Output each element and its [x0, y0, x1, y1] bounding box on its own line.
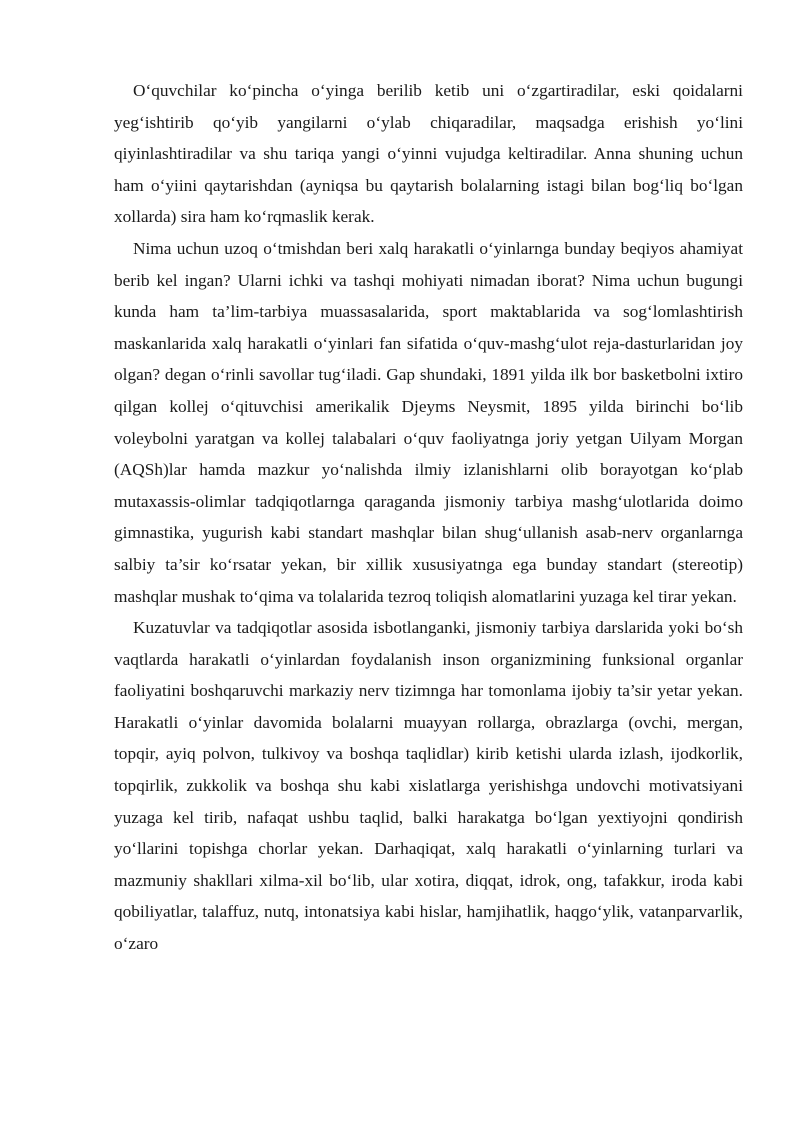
paragraph-3: Kuzatuvlar va tadqiqotlar asosida isbotlanganki, jismoniy tarbiya darslarida yoki bo‘sh vaqtlarda harakatli o‘yinlardan foydalanish inson organizmining funksional organlar faoliyatini boshqaruvchi markaziy nerv tizimnga har tomonlama ijobiy ta’sir yetar yekan. Harakatli o‘yinlar davomida bolalarni muayyan rollarga, obrazlarga (ovchi, mergan, topqir, ayiq polvon, tulkivoy va boshqa taqlidlar) kirib ketishi ularda izlash, ijodkorlik, topqirlik, zukkolik va boshqa shu kabi xislatlarga yerishishga undovchi motivatsiyani yuzaga kel tirib, nafaqat ushbu taqlid, balki harakatga bo‘lgan yextiyojni qondirish yo‘llarini topishga chorlar yekan. Darhaqiqat, xalq harakatli o‘yinlarning turlari va mazmuniy shakllari xilma-xil bo‘lib, ular xotira, diqqat, idrok, ong, tafakkur, iroda kabi qobiliyatlar, talaffuz, nutq, intonatsiya kabi hislar, hamjihatlik, haqgo‘ylik, vatanparvarlik, o‘zaro — [114, 618, 743, 954]
paragraph-2: Nima uchun uzoq o‘tmishdan beri xalq harakatli o‘yinlarnga bunday beqiyos ahamiyat berib kel ingan? Ularni ichki va tashqi mohiyati nimadan iborat? Nima uchun bugungi kunda ham ta’lim-tarbiya muassasalarida, sport maktablarida va sog‘lomlashtirish maskanlarida xalq harakatli o‘yinlari fan sifatida o‘quv-mashg‘ulot reja-dasturlaridan joy olgan? degan o‘rinli savollar tug‘iladi. Gap shundaki, 1891 yilda ilk bor basketbolni ixtiro qilgan kollej o‘qituvchisi amerikalik Djeyms Neysmit, 1895 yilda birinchi bo‘lib voleybolni yaratgan va kollej talabalari o‘quv faoliyatnga joriy yetgan Uilyam Morgan (AQSh)lar hamda mazkur yo‘nalishda ilmiy izlanishlarni olib borayotgan ko‘plab mutaxassis-olimlar tadqiqotlarnga qaraganda jismoniy tarbiya mashg‘ulotlarida doimo gimnastika, yugurish kabi standart mashqlar bilan shug‘ullanish asab-nerv organlarnga salbiy ta’sir ko‘rsatar yekan, bir xillik xususiyatnga ega bunday standart (stereotip) mashqlar mushak to‘qima va tolalarida tezroq toliqish alomatlarini yuzaga kel tirar yekan. — [114, 238, 743, 606]
document-page — [114, 75, 743, 960]
paragraph-1: O‘quvchilar ko‘pincha o‘yinga berilib ketib uni o‘zgartiradilar, eski qoidalarni yeg‘ishtirib qo‘yib yangilarni o‘ylab chiqaradilar, maqsadga erishish yo‘lini qiyinlashtiradilar va shu tariqa yangi o‘yinni vujudga keltiradilar. Anna shuning uchun ham o‘yiini qaytarishdan (ayniqsa bu qaytarish bolalarning istagi bilan bog‘liq bo‘lgan xollarda) sira ham ko‘rqmaslik kerak. — [114, 81, 743, 227]
